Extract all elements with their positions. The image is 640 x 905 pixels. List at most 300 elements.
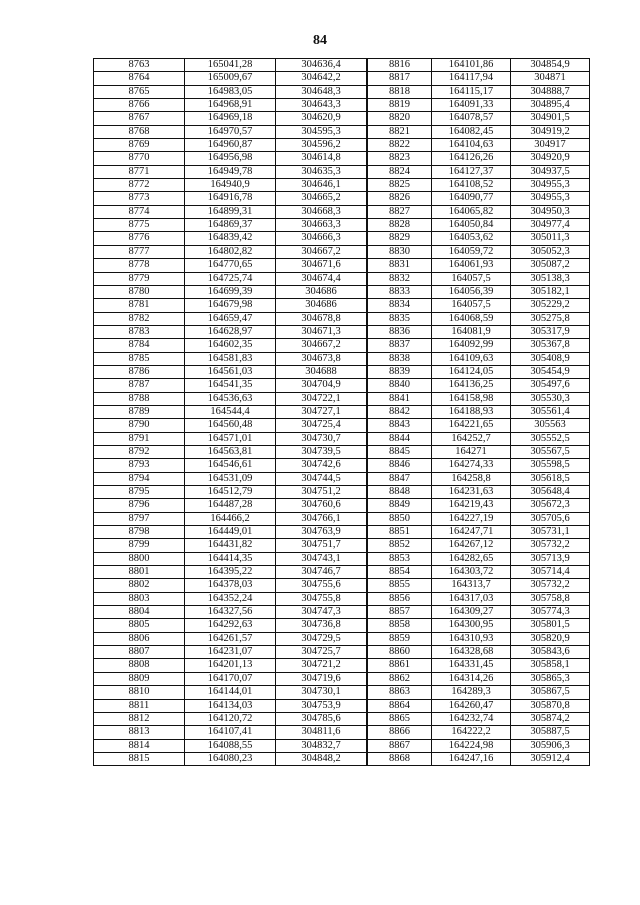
table-row [94, 366, 367, 379]
y-coordinate-cell: 304760,6 [276, 499, 367, 511]
table-row [368, 579, 590, 592]
table-row [94, 673, 367, 686]
point-number-cell: 8782 [94, 313, 185, 325]
x-coordinate-cell: 164899,31 [185, 206, 276, 218]
point-number-cell: 8788 [94, 393, 185, 405]
x-coordinate-cell: 164261,57 [185, 633, 276, 645]
point-number-cell: 8845 [368, 446, 432, 458]
point-number-cell: 8855 [368, 579, 432, 591]
y-coordinate-cell: 305732,2 [511, 539, 590, 551]
point-number-cell: 8867 [368, 740, 432, 752]
table-row [94, 713, 367, 726]
x-coordinate-cell: 164331,45 [432, 659, 511, 671]
y-coordinate-cell: 304648,3 [276, 86, 367, 98]
y-coordinate-cell: 305011,3 [511, 232, 590, 244]
table-row [368, 339, 590, 352]
y-coordinate-cell: 304678,8 [276, 313, 367, 325]
table-row [368, 379, 590, 392]
page-number: 84 [313, 33, 327, 48]
table-row [94, 86, 367, 99]
x-coordinate-cell: 164327,56 [185, 606, 276, 618]
y-coordinate-cell: 305530,3 [511, 393, 590, 405]
x-coordinate-cell: 164869,37 [185, 219, 276, 231]
y-coordinate-cell: 304854,9 [511, 59, 590, 71]
point-number-cell: 8780 [94, 286, 185, 298]
x-coordinate-cell: 164170,07 [185, 673, 276, 685]
point-number-cell: 8865 [368, 713, 432, 725]
point-number-cell: 8823 [368, 152, 432, 164]
x-coordinate-cell: 164541,35 [185, 379, 276, 391]
table-row [368, 59, 590, 72]
point-number-cell: 8852 [368, 539, 432, 551]
table-row [94, 593, 367, 606]
y-coordinate-cell: 304917 [511, 139, 590, 151]
table-row [368, 446, 590, 459]
point-number-cell: 8795 [94, 486, 185, 498]
x-coordinate-cell: 164247,71 [432, 526, 511, 538]
point-number-cell: 8778 [94, 259, 185, 271]
point-number-cell: 8864 [368, 700, 432, 712]
y-coordinate-cell: 304671,3 [276, 326, 367, 338]
point-number-cell: 8866 [368, 726, 432, 738]
y-coordinate-cell: 304665,2 [276, 192, 367, 204]
y-coordinate-cell: 305367,8 [511, 339, 590, 351]
y-coordinate-cell: 304888,7 [511, 86, 590, 98]
point-number-cell: 8802 [94, 579, 185, 591]
x-coordinate-cell: 164274,33 [432, 459, 511, 471]
table-row [368, 659, 590, 672]
table-row [94, 139, 367, 152]
table-row [368, 473, 590, 486]
y-coordinate-cell: 304667,2 [276, 339, 367, 351]
y-coordinate-cell: 304811,6 [276, 726, 367, 738]
table-row [368, 726, 590, 739]
table-row [368, 326, 590, 339]
point-number-cell: 8862 [368, 673, 432, 685]
y-coordinate-cell: 305408,9 [511, 353, 590, 365]
x-coordinate-cell: 164563,81 [185, 446, 276, 458]
x-coordinate-cell: 164056,39 [432, 286, 511, 298]
x-coordinate-cell: 164536,63 [185, 393, 276, 405]
y-coordinate-cell: 305801,5 [511, 619, 590, 631]
table-row [94, 633, 367, 646]
point-number-cell: 8834 [368, 299, 432, 311]
point-number-cell: 8813 [94, 726, 185, 738]
y-coordinate-cell: 304704,9 [276, 379, 367, 391]
x-coordinate-cell: 164292,63 [185, 619, 276, 631]
y-coordinate-cell: 304763,9 [276, 526, 367, 538]
y-coordinate-cell: 304686 [276, 299, 367, 311]
x-coordinate-cell: 164546,61 [185, 459, 276, 471]
x-coordinate-cell: 164057,5 [432, 299, 511, 311]
x-coordinate-cell: 164303,72 [432, 566, 511, 578]
table-row [94, 299, 367, 312]
y-coordinate-cell: 305648,4 [511, 486, 590, 498]
y-coordinate-cell: 304719,6 [276, 673, 367, 685]
x-coordinate-cell: 164134,03 [185, 700, 276, 712]
table-row [368, 686, 590, 699]
table-row [368, 419, 590, 432]
table-row [94, 726, 367, 739]
table-row [368, 753, 590, 766]
point-number-cell: 8817 [368, 72, 432, 84]
table-row [368, 526, 590, 539]
y-coordinate-cell: 304895,4 [511, 99, 590, 111]
x-coordinate-cell: 164571,01 [185, 433, 276, 445]
table-row [368, 99, 590, 112]
point-number-cell: 8803 [94, 593, 185, 605]
point-number-cell: 8822 [368, 139, 432, 151]
y-coordinate-cell: 304730,7 [276, 433, 367, 445]
x-coordinate-cell: 164328,68 [432, 646, 511, 658]
point-number-cell: 8794 [94, 473, 185, 485]
table-row [94, 526, 367, 539]
x-coordinate-cell: 164231,63 [432, 486, 511, 498]
table-row [368, 152, 590, 165]
point-number-cell: 8806 [94, 633, 185, 645]
table-row [368, 232, 590, 245]
point-number-cell: 8835 [368, 313, 432, 325]
table-row [94, 659, 367, 672]
x-coordinate-cell: 164602,35 [185, 339, 276, 351]
table-row [94, 206, 367, 219]
table-row [94, 339, 367, 352]
x-coordinate-cell: 164725,74 [185, 273, 276, 285]
y-coordinate-cell: 304755,8 [276, 593, 367, 605]
point-number-cell: 8818 [368, 86, 432, 98]
y-coordinate-cell: 304751,7 [276, 539, 367, 551]
y-coordinate-cell: 305563 [511, 419, 590, 431]
y-coordinate-cell: 304901,5 [511, 112, 590, 124]
y-coordinate-cell: 304746,7 [276, 566, 367, 578]
x-coordinate-cell: 165041,28 [185, 59, 276, 71]
y-coordinate-cell: 304643,3 [276, 99, 367, 111]
y-coordinate-cell: 304725,4 [276, 419, 367, 431]
point-number-cell: 8837 [368, 339, 432, 351]
point-number-cell: 8789 [94, 406, 185, 418]
y-coordinate-cell: 304832,7 [276, 740, 367, 752]
table-row [94, 192, 367, 205]
x-coordinate-cell: 164560,48 [185, 419, 276, 431]
x-coordinate-cell: 164219,43 [432, 499, 511, 511]
y-coordinate-cell: 304635,3 [276, 166, 367, 178]
x-coordinate-cell: 164115,17 [432, 86, 511, 98]
y-coordinate-cell: 304688 [276, 366, 367, 378]
table-row [94, 273, 367, 286]
table-row [94, 99, 367, 112]
x-coordinate-cell: 164313,7 [432, 579, 511, 591]
y-coordinate-cell: 305758,8 [511, 593, 590, 605]
table-row [94, 286, 367, 299]
x-coordinate-cell: 164127,37 [432, 166, 511, 178]
y-coordinate-cell: 304743,1 [276, 553, 367, 565]
y-coordinate-cell: 305731,1 [511, 526, 590, 538]
point-number-cell: 8773 [94, 192, 185, 204]
point-number-cell: 8784 [94, 339, 185, 351]
point-number-cell: 8854 [368, 566, 432, 578]
table-row [94, 112, 367, 125]
point-number-cell: 8846 [368, 459, 432, 471]
point-number-cell: 8768 [94, 126, 185, 138]
y-coordinate-cell: 304673,8 [276, 353, 367, 365]
point-number-cell: 8801 [94, 566, 185, 578]
table-row [94, 473, 367, 486]
x-coordinate-cell: 164839,42 [185, 232, 276, 244]
point-number-cell: 8783 [94, 326, 185, 338]
x-coordinate-cell: 164232,74 [432, 713, 511, 725]
table-row [368, 179, 590, 192]
point-number-cell: 8793 [94, 459, 185, 471]
x-coordinate-cell: 164310,93 [432, 633, 511, 645]
x-coordinate-cell: 164267,12 [432, 539, 511, 551]
table-row [94, 179, 367, 192]
x-coordinate-cell: 164053,62 [432, 232, 511, 244]
point-number-cell: 8851 [368, 526, 432, 538]
point-number-cell: 8765 [94, 86, 185, 98]
y-coordinate-cell: 304742,6 [276, 459, 367, 471]
y-coordinate-cell: 304919,2 [511, 126, 590, 138]
y-coordinate-cell: 304755,6 [276, 579, 367, 591]
point-number-cell: 8856 [368, 593, 432, 605]
table-row [94, 326, 367, 339]
y-coordinate-cell: 305732,2 [511, 579, 590, 591]
table-row [94, 419, 367, 432]
point-number-cell: 8810 [94, 686, 185, 698]
point-number-cell: 8797 [94, 513, 185, 525]
y-coordinate-cell: 304785,6 [276, 713, 367, 725]
point-number-cell: 8863 [368, 686, 432, 698]
x-coordinate-cell: 164107,41 [185, 726, 276, 738]
x-coordinate-cell: 164628,97 [185, 326, 276, 338]
x-coordinate-cell: 164916,78 [185, 192, 276, 204]
y-coordinate-cell: 305618,5 [511, 473, 590, 485]
table-row [368, 606, 590, 619]
x-coordinate-cell: 164227,19 [432, 513, 511, 525]
table-row [368, 539, 590, 552]
table-row [94, 499, 367, 512]
point-number-cell: 8836 [368, 326, 432, 338]
y-coordinate-cell: 305598,5 [511, 459, 590, 471]
x-coordinate-cell: 164271 [432, 446, 511, 458]
x-coordinate-cell: 164956,98 [185, 152, 276, 164]
table-row [368, 166, 590, 179]
table-row [94, 446, 367, 459]
point-number-cell: 8776 [94, 232, 185, 244]
table-row [368, 246, 590, 259]
y-coordinate-cell: 304766,1 [276, 513, 367, 525]
table-row [368, 126, 590, 139]
y-coordinate-cell: 304747,3 [276, 606, 367, 618]
table-row [368, 366, 590, 379]
point-number-cell: 8858 [368, 619, 432, 631]
point-number-cell: 8772 [94, 179, 185, 191]
table-row [368, 700, 590, 713]
x-coordinate-cell: 164117,94 [432, 72, 511, 84]
table-row [368, 206, 590, 219]
table-row [368, 192, 590, 205]
table-row [94, 379, 367, 392]
point-number-cell: 8832 [368, 273, 432, 285]
y-coordinate-cell: 304751,2 [276, 486, 367, 498]
y-coordinate-cell: 305567,5 [511, 446, 590, 458]
y-coordinate-cell: 304595,3 [276, 126, 367, 138]
table-row [94, 619, 367, 632]
point-number-cell: 8804 [94, 606, 185, 618]
table-row [368, 486, 590, 499]
point-number-cell: 8842 [368, 406, 432, 418]
y-coordinate-cell: 305317,9 [511, 326, 590, 338]
point-number-cell: 8857 [368, 606, 432, 618]
y-coordinate-cell: 305874,2 [511, 713, 590, 725]
x-coordinate-cell: 164949,78 [185, 166, 276, 178]
table-left-half [93, 58, 367, 766]
x-coordinate-cell: 164431,82 [185, 539, 276, 551]
table-row [94, 740, 367, 753]
x-coordinate-cell: 164802,82 [185, 246, 276, 258]
x-coordinate-cell: 164983,05 [185, 86, 276, 98]
y-coordinate-cell: 304955,3 [511, 192, 590, 204]
y-coordinate-cell: 304977,4 [511, 219, 590, 231]
x-coordinate-cell: 164699,39 [185, 286, 276, 298]
x-coordinate-cell: 164378,03 [185, 579, 276, 591]
y-coordinate-cell: 304646,1 [276, 179, 367, 191]
table-row [368, 86, 590, 99]
point-number-cell: 8830 [368, 246, 432, 258]
point-number-cell: 8824 [368, 166, 432, 178]
x-coordinate-cell: 164109,63 [432, 353, 511, 365]
point-number-cell: 8791 [94, 433, 185, 445]
table-row [94, 566, 367, 579]
y-coordinate-cell: 305867,5 [511, 686, 590, 698]
y-coordinate-cell: 305858,1 [511, 659, 590, 671]
y-coordinate-cell: 304730,1 [276, 686, 367, 698]
point-number-cell: 8799 [94, 539, 185, 551]
table-row [368, 112, 590, 125]
y-coordinate-cell: 304920,9 [511, 152, 590, 164]
x-coordinate-cell: 164449,01 [185, 526, 276, 538]
table-row [368, 740, 590, 753]
table-row [368, 566, 590, 579]
table-row [368, 433, 590, 446]
x-coordinate-cell: 164970,57 [185, 126, 276, 138]
x-coordinate-cell: 164136,25 [432, 379, 511, 391]
y-coordinate-cell: 305843,6 [511, 646, 590, 658]
table-row [368, 646, 590, 659]
table-row [94, 126, 367, 139]
y-coordinate-cell: 304721,2 [276, 659, 367, 671]
table-row [94, 59, 367, 72]
table-row [368, 313, 590, 326]
point-number-cell: 8809 [94, 673, 185, 685]
point-number-cell: 8774 [94, 206, 185, 218]
table-row [94, 72, 367, 85]
point-number-cell: 8829 [368, 232, 432, 244]
x-coordinate-cell: 164065,82 [432, 206, 511, 218]
table-row [94, 459, 367, 472]
y-coordinate-cell: 305182,1 [511, 286, 590, 298]
x-coordinate-cell: 164108,52 [432, 179, 511, 191]
point-number-cell: 8859 [368, 633, 432, 645]
point-number-cell: 8828 [368, 219, 432, 231]
point-number-cell: 8769 [94, 139, 185, 151]
x-coordinate-cell: 164224,98 [432, 740, 511, 752]
table-row [368, 459, 590, 472]
table-row [368, 259, 590, 272]
point-number-cell: 8779 [94, 273, 185, 285]
point-number-cell: 8807 [94, 646, 185, 658]
table-row [368, 353, 590, 366]
y-coordinate-cell: 304848,2 [276, 753, 367, 765]
table-row [94, 313, 367, 326]
point-number-cell: 8792 [94, 446, 185, 458]
point-number-cell: 8825 [368, 179, 432, 191]
y-coordinate-cell: 305087,2 [511, 259, 590, 271]
y-coordinate-cell: 305454,9 [511, 366, 590, 378]
x-coordinate-cell: 164057,5 [432, 273, 511, 285]
x-coordinate-cell: 164414,35 [185, 553, 276, 565]
y-coordinate-cell: 305561,4 [511, 406, 590, 418]
x-coordinate-cell: 164260,47 [432, 700, 511, 712]
point-number-cell: 8833 [368, 286, 432, 298]
table-row [94, 259, 367, 272]
table-row [368, 139, 590, 152]
point-number-cell: 8848 [368, 486, 432, 498]
y-coordinate-cell: 305705,6 [511, 513, 590, 525]
table-row [368, 713, 590, 726]
y-coordinate-cell: 304614,8 [276, 152, 367, 164]
point-number-cell: 8775 [94, 219, 185, 231]
x-coordinate-cell: 164960,87 [185, 139, 276, 151]
x-coordinate-cell: 164770,65 [185, 259, 276, 271]
table-row [368, 633, 590, 646]
y-coordinate-cell: 304620,9 [276, 112, 367, 124]
x-coordinate-cell: 164082,45 [432, 126, 511, 138]
y-coordinate-cell: 304736,8 [276, 619, 367, 631]
x-coordinate-cell: 164317,03 [432, 593, 511, 605]
table-row [94, 553, 367, 566]
x-coordinate-cell: 164395,22 [185, 566, 276, 578]
point-number-cell: 8771 [94, 166, 185, 178]
table-row [368, 286, 590, 299]
table-row [94, 152, 367, 165]
point-number-cell: 8816 [368, 59, 432, 71]
y-coordinate-cell: 304729,5 [276, 633, 367, 645]
point-number-cell: 8763 [94, 59, 185, 71]
x-coordinate-cell: 164101,86 [432, 59, 511, 71]
table-row [368, 72, 590, 85]
table-row [94, 166, 367, 179]
y-coordinate-cell: 305870,8 [511, 700, 590, 712]
y-coordinate-cell: 304674,4 [276, 273, 367, 285]
x-coordinate-cell: 164247,16 [432, 753, 511, 765]
x-coordinate-cell: 164314,26 [432, 673, 511, 685]
x-coordinate-cell: 164581,83 [185, 353, 276, 365]
x-coordinate-cell: 164050,84 [432, 219, 511, 231]
point-number-cell: 8838 [368, 353, 432, 365]
point-number-cell: 8790 [94, 419, 185, 431]
x-coordinate-cell: 165009,67 [185, 72, 276, 84]
point-number-cell: 8860 [368, 646, 432, 658]
y-coordinate-cell: 305713,9 [511, 553, 590, 565]
point-number-cell: 8785 [94, 353, 185, 365]
table-row [94, 232, 367, 245]
table-row [368, 406, 590, 419]
point-number-cell: 8826 [368, 192, 432, 204]
y-coordinate-cell: 304871 [511, 72, 590, 84]
x-coordinate-cell: 164201,13 [185, 659, 276, 671]
x-coordinate-cell: 164088,55 [185, 740, 276, 752]
point-number-cell: 8844 [368, 433, 432, 445]
